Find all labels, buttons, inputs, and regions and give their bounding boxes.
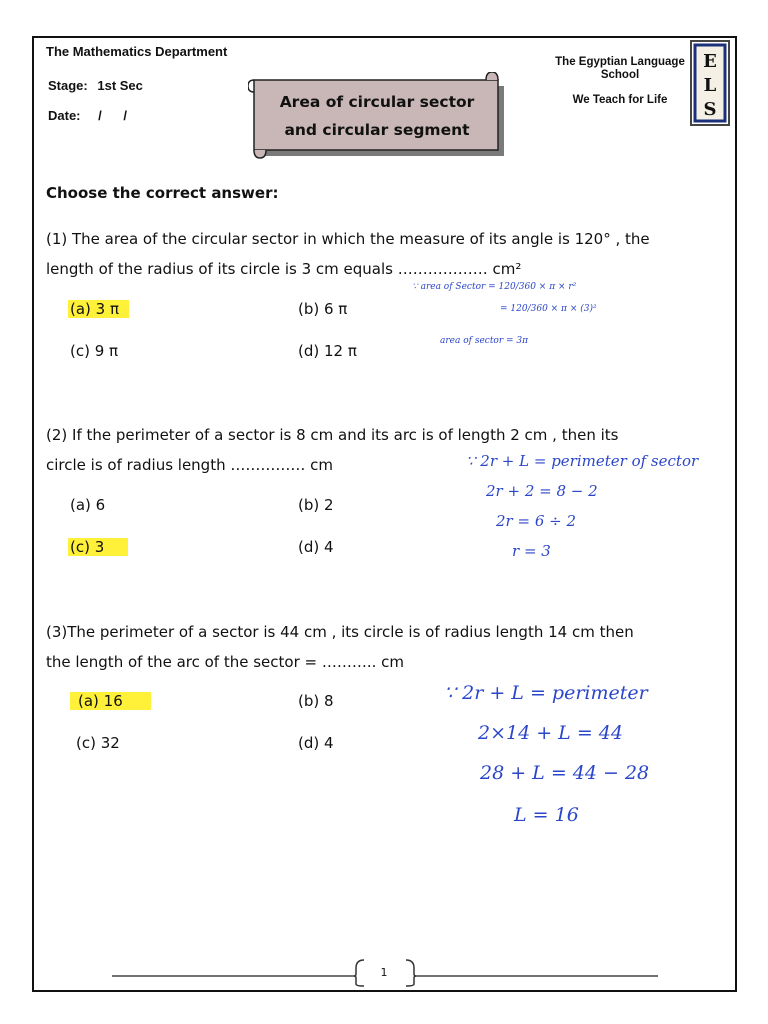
department-name: The Mathematics Department: [46, 44, 228, 59]
q3-work-line1: ∵ 2r + L = perimeter: [444, 682, 648, 704]
q1-option-a[interactable]: [68, 300, 129, 318]
page-border: [32, 36, 737, 992]
banner-title-line1: Area of circular sector: [279, 93, 475, 111]
q3-option-a-label: (a) 16: [70, 690, 151, 712]
logo-letter-e: E: [703, 51, 717, 72]
school-name: The Egyptian Language School: [555, 56, 685, 81]
instruction-heading: Choose the correct answer:: [46, 184, 279, 202]
q2-work-line3: 2r = 6 ÷ 2: [496, 512, 577, 530]
q2-option-a[interactable]: (a) 6: [70, 496, 106, 514]
page-number: 1: [380, 966, 388, 979]
q3-option-b[interactable]: (b) 8: [298, 692, 334, 710]
date-label-text: Date:: [48, 108, 81, 123]
q1-work-line1: ∵ area of Sector = 120/360 × π × r²: [412, 282, 577, 292]
stage-label-text: Stage:: [48, 78, 88, 93]
q2-option-b[interactable]: (b) 2: [298, 496, 334, 514]
banner-title-line2: and circular segment: [284, 121, 470, 139]
q2-work-line2: 2r + 2 = 8 − 2: [486, 482, 598, 500]
question-2-line2: circle is of radius length …………… cm: [46, 456, 333, 474]
date-value: / /: [98, 108, 127, 123]
question-1-text: [46, 224, 736, 284]
q1-option-c[interactable]: (c) 9 π: [70, 342, 119, 360]
question-2-line1: (2) If the perimeter of a sector is 8 cm and its arc is of length 2 cm , then its: [46, 426, 619, 444]
question-3-line2: the length of the arc of the sector = ……….. cm: [46, 653, 405, 671]
school-logo: [690, 40, 730, 126]
stage-label: [48, 78, 143, 93]
logo-letter-l: L: [703, 75, 717, 96]
school-motto: We Teach for Life: [572, 94, 668, 106]
question-3-line1: (3)The perimeter of a sector is 44 cm , its circle is of radius length 14 cm then: [46, 623, 634, 641]
question-1-line1: (1) The area of the circular sector in which the measure of its angle is 120° , the: [46, 230, 650, 248]
q3-option-c[interactable]: (c) 32: [76, 734, 120, 752]
date-label: [48, 108, 127, 123]
q2-work-line1: ∵ 2r + L = perimeter of sector: [466, 452, 699, 470]
q1-option-d[interactable]: (d) 12 π: [298, 342, 357, 360]
question-3-text: [46, 617, 736, 677]
logo-letter-s: S: [703, 99, 717, 120]
q2-option-d[interactable]: (d) 4: [298, 538, 334, 556]
q3-work-line3: 28 + L = 44 − 28: [480, 762, 650, 784]
q3-option-d[interactable]: (d) 4: [298, 734, 334, 752]
question-1-line2: length of the radius of its circle is 3 cm equals ……………… cm²: [46, 260, 522, 278]
q1-option-a-label: (a) 3 π: [68, 298, 129, 320]
q1-work-line2: = 120/360 × π × (3)²: [500, 304, 597, 314]
banner-title: [262, 88, 492, 144]
q2-option-c-label: (c) 3: [68, 536, 128, 558]
q1-work-line3: area of sector = 3π: [440, 336, 529, 346]
q1-option-b[interactable]: (b) 6 π: [298, 300, 348, 318]
stage-value: 1st Sec: [97, 78, 143, 93]
q3-work-line2: 2×14 + L = 44: [478, 722, 623, 744]
question-2-text: [46, 420, 736, 480]
q3-work-line4: L = 16: [514, 804, 579, 826]
q2-work-line4: r = 3: [512, 542, 551, 560]
q2-option-c[interactable]: [68, 538, 128, 556]
q3-option-a[interactable]: [70, 692, 151, 710]
